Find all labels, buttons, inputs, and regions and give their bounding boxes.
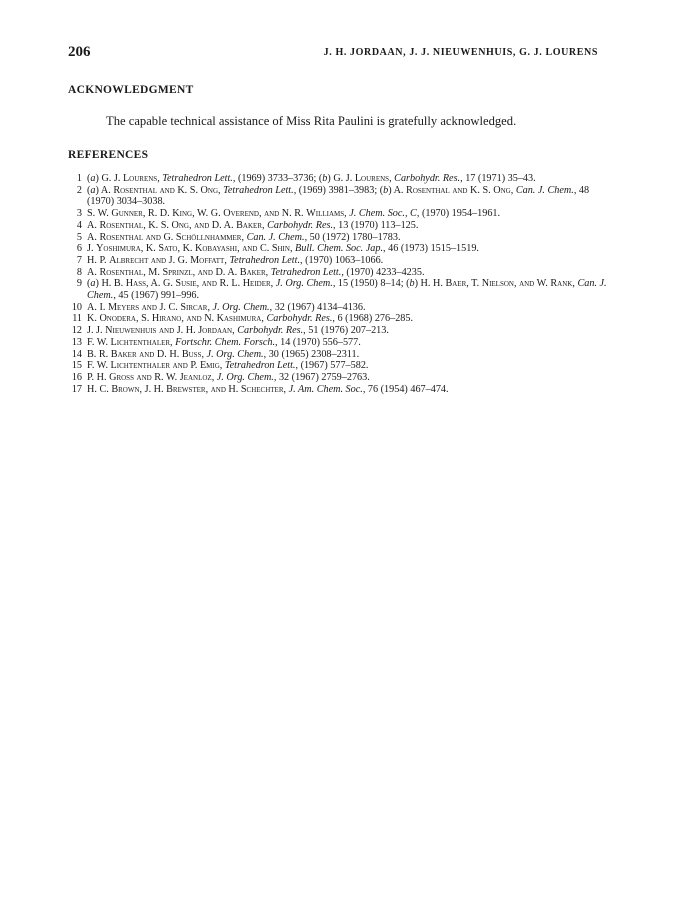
references-heading: REFERENCES [68, 149, 149, 161]
reference-text: N. [201, 313, 217, 325]
reference-text: J. C. [156, 301, 181, 313]
reference-text: , R. D. [142, 208, 173, 220]
reference-text: , (1970) 1954–1961. [416, 208, 501, 220]
reference-text: , 30 (1965) 2308–2311. [263, 348, 360, 360]
reference-text: D. A. [212, 266, 240, 278]
reference-text: , [258, 208, 265, 220]
reference-text: K. [87, 313, 100, 325]
author-name: Heider [242, 278, 271, 290]
reference-text: , 32 (1967) 2759–2763. [273, 371, 370, 383]
author-name: Nieuwenhuis and [105, 325, 175, 337]
reference-number: 14 [71, 348, 82, 360]
author-name: Williams [306, 208, 345, 220]
reference-item [68, 208, 608, 220]
reference-text: , 76 (1954) 467–474. [362, 383, 449, 395]
reference-text: , [241, 231, 247, 243]
reference-text: C. [257, 243, 272, 255]
reference-text: A. [87, 219, 100, 231]
reference-text: ) A. [388, 184, 407, 196]
reference-text: , [262, 219, 268, 231]
reference-text: , W. G. [192, 208, 224, 220]
reference-text: , (1970) 4233–4235. [341, 266, 425, 278]
author-name: Kashimura [216, 313, 262, 325]
reference-text: P. [187, 360, 200, 372]
reference-item [68, 220, 608, 232]
reference-text: , K. S. [143, 219, 172, 231]
reference-text: , S. [135, 313, 152, 325]
reference-text: , K. [140, 243, 159, 255]
reference-text: , [207, 301, 213, 313]
author-name: Lourens [122, 173, 158, 184]
reference-text: ) G. J. [327, 173, 355, 184]
reference-text: , M. [143, 266, 163, 278]
author-name: Rosenthal and [113, 184, 175, 196]
reference-text: , [237, 243, 243, 255]
reference-text: , [201, 348, 207, 360]
author-name: Hirano [151, 313, 182, 325]
page-number: 206 [68, 44, 91, 60]
reference-number: 4 [76, 219, 82, 231]
journal-name: Carbohydr. Res. [394, 173, 461, 184]
author-name: Overend [223, 208, 259, 220]
reference-number: 12 [71, 325, 82, 337]
reference-item [68, 313, 608, 325]
reference-part-label: b [322, 173, 328, 184]
author-name: Jordaan [198, 325, 233, 337]
reference-text: , [389, 173, 395, 184]
author-name: and [242, 243, 258, 255]
reference-part-label: a [90, 173, 96, 184]
reference-text: H. [225, 383, 241, 395]
reference-text: , J. H. [139, 383, 167, 395]
reference-number: 10 [71, 301, 82, 313]
author-name: and [201, 278, 217, 290]
reference-text: J. H. [174, 325, 199, 337]
reference-text: W. [534, 278, 551, 290]
reference-list [68, 173, 608, 395]
journal-name: Tetrahedron Lett. [223, 184, 294, 196]
journal-name: Carbohydr. Res. [237, 325, 304, 337]
author-name: Baer [445, 278, 467, 290]
journal-name: J. Chem. Soc., C [349, 208, 417, 220]
reference-number: 15 [71, 360, 82, 372]
reference-text: ) H. B. [95, 278, 126, 290]
reference-text: , [218, 184, 224, 196]
author-name: Shin [271, 243, 290, 255]
journal-name: Tetrahedron Lett. [162, 173, 233, 184]
journal-name: J. Org. Chem. [216, 371, 274, 383]
reference-text: , [270, 278, 276, 290]
author-name: Sprinzl [162, 266, 193, 278]
reference-text: , 48 (1970) 3034–3038. [87, 184, 590, 208]
reference-number: 3 [76, 208, 82, 220]
reference-item [68, 243, 608, 255]
journal-name: Can. J. Chem. [515, 184, 574, 196]
reference-text: G. [160, 231, 176, 243]
reference-part-label: a [90, 184, 96, 196]
reference-text: , 13 (1970) 113–125. [333, 219, 419, 231]
author-name: Baker [236, 219, 262, 231]
journal-name: Tetrahedron Lett. [224, 360, 296, 372]
journal-name: J. Org. Chem. [212, 301, 270, 313]
reference-text: ) G. J. [95, 173, 123, 184]
reference-text: , 32 (1967) 4134–4136. [269, 301, 366, 313]
reference-text: A. [87, 266, 100, 278]
author-name: Rosenthal and [406, 184, 468, 196]
author-name: Yoshimura [96, 243, 141, 255]
reference-number: 13 [71, 336, 82, 348]
reference-text: , 46 (1973) 1515–1519. [383, 243, 479, 255]
reference-text: , [510, 184, 516, 196]
reference-item [68, 325, 608, 337]
reference-item [68, 173, 608, 185]
author-name: Brown [111, 383, 140, 395]
reference-text: ) A. [95, 184, 114, 196]
author-name: and [519, 278, 535, 290]
journal-name: Tetrahedron Lett. [229, 254, 301, 266]
journal-name: Carbohydr. Res. [267, 219, 334, 231]
reference-number: 6 [76, 243, 82, 255]
reference-number: 17 [71, 383, 82, 395]
author-name: Gunner [111, 208, 143, 220]
journal-name: J. Am. Chem. Soc. [288, 383, 363, 395]
reference-text: , 50 (1972) 1780–1783. [304, 231, 401, 243]
reference-text: , 14 (1970) 556–577. [275, 336, 361, 348]
reference-number: 1 [76, 173, 82, 184]
reference-text: , 15 (1950) 8–14; ( [332, 278, 410, 290]
reference-text: J. J. [87, 325, 106, 337]
reference-text: H. C. [87, 383, 112, 395]
reference-item [68, 278, 608, 301]
author-name: Schechter [240, 383, 284, 395]
reference-item [68, 360, 608, 372]
reference-number: 2 [76, 184, 82, 196]
reference-item [68, 372, 608, 384]
reference-text: , [211, 371, 217, 383]
reference-text: A. [87, 231, 100, 243]
author-name: Baker and [110, 348, 155, 360]
reference-text: , (1970) 1063–1066. [300, 254, 384, 266]
reference-text: , [170, 336, 176, 348]
journal-name: J. Org. Chem. [275, 278, 333, 290]
reference-text: K. S. [174, 184, 201, 196]
reference-text: , [192, 266, 198, 278]
journal-name: Carbohydr. Res. [266, 313, 333, 325]
reference-text: , 45 (1967) 991–996. [113, 290, 200, 302]
reference-number: 9 [76, 278, 82, 290]
author-name: Gross and [109, 371, 152, 383]
author-name: Emig [199, 360, 220, 372]
reference-number: 8 [76, 266, 82, 278]
reference-text: , [513, 278, 520, 290]
acknowledgment-text: The capable technical assistance of Miss Rita Paulini is gratefully acknowledged. [106, 114, 517, 128]
author-name: Ong [200, 184, 219, 196]
author-name: Baker [239, 266, 266, 278]
author-name: Onodera [99, 313, 136, 325]
reference-text: , [283, 383, 289, 395]
reference-text: H. P. [87, 254, 110, 266]
reference-text: , T. [466, 278, 482, 290]
reference-item [68, 185, 608, 208]
author-name: Buss [181, 348, 202, 360]
reference-text: K. S. [467, 184, 494, 196]
author-name: Lichtenthaler [110, 336, 171, 348]
author-name: Rosenthal [99, 219, 144, 231]
reference-item [68, 337, 608, 349]
reference-text: , 6 (1968) 276–285. [332, 313, 414, 325]
journal-name: J. Org. Chem. [206, 348, 264, 360]
author-name: and [210, 383, 226, 395]
reference-text: D. A. [209, 219, 237, 231]
author-name: Moffatt [190, 254, 225, 266]
author-name: Rosenthal and [99, 231, 161, 243]
reference-text: , [261, 313, 267, 325]
journal-name: Can. J. Chem. [246, 231, 305, 243]
reference-item [68, 232, 608, 244]
reference-text: , [224, 254, 230, 266]
journal-name: Can. J. Chem. [87, 278, 607, 302]
reference-number: 5 [76, 231, 82, 243]
reference-item [68, 302, 608, 314]
reference-text: , (1967) 577–582. [295, 360, 369, 372]
author-name: and [186, 313, 202, 325]
author-name: and [197, 266, 213, 278]
reference-text: , [265, 266, 271, 278]
reference-text: ( [87, 278, 91, 290]
author-name: and [264, 208, 280, 220]
author-name: Nielson [481, 278, 514, 290]
reference-text: A. I. [87, 301, 108, 313]
reference-text: ( [87, 184, 91, 196]
author-name: Jeanloz [179, 371, 212, 383]
reference-text: , [232, 325, 238, 337]
reference-text: , (1969) 3733–3736; ( [232, 173, 323, 184]
reference-text: , [196, 278, 202, 290]
running-head: J. H. JORDAAN, J. J. NIEUWENHUIS, G. J. LOURENS [323, 47, 598, 58]
author-name: Sircar [180, 301, 208, 313]
reference-text: , 51 (1976) 207–213. [303, 325, 389, 337]
reference-text: ( [87, 173, 91, 184]
reference-text: D. H. [154, 348, 182, 360]
reference-text: F. W. [87, 360, 111, 372]
author-name: Brewster [166, 383, 206, 395]
reference-text: , [157, 173, 163, 184]
author-name: Lichtenthaler and [110, 360, 188, 372]
reference-item [68, 255, 608, 267]
reference-text: F. W. [87, 336, 111, 348]
reference-text: , 17 (1971) 35–43. [460, 173, 536, 184]
reference-text: P. H. [87, 371, 110, 383]
reference-number: 11 [72, 313, 82, 325]
reference-item [68, 349, 608, 361]
reference-text: , [205, 383, 211, 395]
reference-text: , (1969) 3981–3983; ( [293, 184, 384, 196]
author-name: and [194, 219, 210, 231]
author-name: Rank [550, 278, 573, 290]
reference-text: , A. G. [145, 278, 176, 290]
page-header [68, 44, 598, 64]
reference-text: J. [87, 243, 97, 255]
journal-name: Tetrahedron Lett. [270, 266, 342, 278]
reference-text: , [188, 219, 195, 231]
reference-item [68, 267, 608, 279]
reference-text: B. R. [87, 348, 111, 360]
author-name: Ong [171, 219, 189, 231]
reference-text: , [181, 313, 187, 325]
reference-part-label: a [90, 278, 96, 290]
reference-part-label: b [383, 184, 389, 196]
reference-text: R. W. [151, 371, 180, 383]
reference-text: ) H. H. [414, 278, 446, 290]
author-name: Hass [125, 278, 146, 290]
journal-name: Fortschr. Chem. Forsch. [175, 336, 276, 348]
acknowledgment-heading: ACKNOWLEDGMENT [68, 84, 194, 96]
reference-item [68, 384, 608, 396]
author-name: Ong [493, 184, 511, 196]
reference-text: , [219, 360, 225, 372]
reference-part-label: b [409, 278, 415, 290]
author-name: Susie [175, 278, 197, 290]
reference-text: N. R. [279, 208, 307, 220]
reference-text: R. L. [216, 278, 243, 290]
reference-text: J. G. [166, 254, 191, 266]
author-name: Meyers and [107, 301, 157, 313]
reference-text: , [572, 278, 578, 290]
author-name: Rosenthal [99, 266, 144, 278]
journal-name: Bull. Chem. Soc. Jap. [295, 243, 384, 255]
author-name: Sato [158, 243, 178, 255]
reference-text: , [289, 243, 296, 255]
reference-text: , [344, 208, 350, 220]
author-name: King [172, 208, 193, 220]
author-name: Kobayashi [195, 243, 238, 255]
author-name: Lourens [354, 173, 390, 184]
reference-text: S. W. [87, 208, 112, 220]
reference-text: , K. [177, 243, 196, 255]
reference-number: 7 [76, 254, 82, 266]
author-name: Albrecht and [109, 254, 167, 266]
reference-number: 16 [71, 371, 82, 383]
author-name: Schöllnhammer [175, 231, 242, 243]
